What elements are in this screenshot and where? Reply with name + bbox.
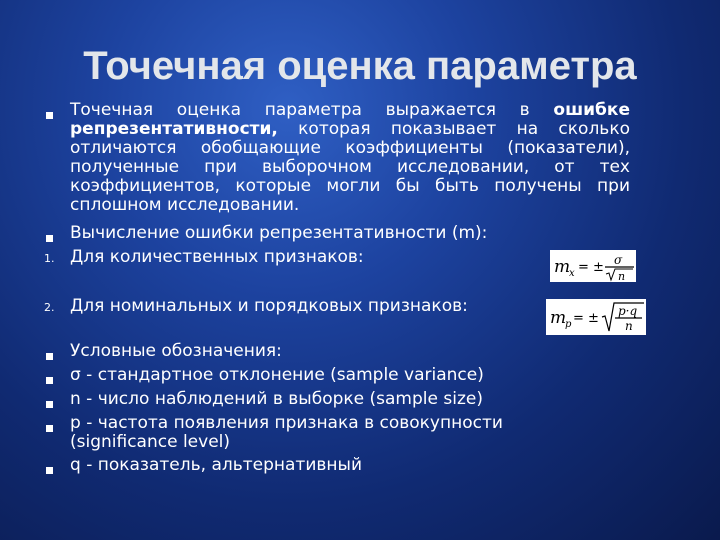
formula-mp-den: n — [625, 319, 633, 333]
bullet-square-icon — [46, 467, 53, 474]
formula-mx-eq: = ± — [578, 260, 604, 275]
formula-mp-lhs: m — [550, 308, 567, 328]
legend-heading: Условные обозначения: — [70, 341, 282, 361]
intro-text-start: Точечная оценка параметра выражается в — [70, 100, 554, 120]
calc-heading: Вычисление ошибки репрезентативности (m): — [70, 223, 488, 243]
formula-mx-image — [550, 250, 636, 282]
quantitative-label: Для количественных признаков: — [70, 247, 364, 267]
bullet-square-icon — [46, 353, 53, 360]
intro-text-bold: ошибке репрезентативности, — [70, 100, 630, 139]
formula-mx-lhs: m — [554, 257, 571, 277]
legend-q: q - показатель, альтернативный — [70, 455, 362, 475]
formula-mx-sub: x — [569, 268, 575, 279]
formula-mx-num: σ — [614, 253, 623, 267]
list-number-1: 1. — [44, 252, 55, 265]
formula-mx-den: n — [618, 270, 626, 282]
bullet-square-icon — [46, 235, 53, 242]
intro-paragraph — [70, 101, 630, 215]
formula-mp-num: p·q — [618, 304, 638, 318]
bullet-square-icon — [46, 112, 53, 119]
bullet-square-icon — [46, 377, 53, 384]
formula-mp-eq: = ± — [573, 311, 599, 326]
intro-text-end: которая показывает на сколько отличаются обобщающие коэффициенты (показатели), полученные при выборочном исследовании, от тех коэффициентов, которые могли бы быть получены при сплошном исследовании. — [70, 119, 630, 215]
formula-mp-image — [546, 299, 646, 335]
formula-mx-svg — [550, 250, 636, 282]
bullet-square-icon — [46, 401, 53, 408]
formula-mp-svg — [546, 299, 646, 335]
slide-title: Точечная оценка параметра — [83, 44, 637, 88]
legend-sigma: σ - стандартное отклонение (sample variance) — [70, 365, 484, 385]
nominal-label: Для номинальных и порядковых признаков: — [70, 296, 468, 316]
legend-n: n - число наблюдений в выборке (sample size) — [70, 389, 483, 409]
formula-mp-sub: p — [565, 319, 572, 330]
list-number-2: 2. — [44, 301, 55, 314]
legend-p: p - частота появления признака в совокупности (significance level) — [70, 413, 503, 452]
bullet-square-icon — [46, 425, 53, 432]
